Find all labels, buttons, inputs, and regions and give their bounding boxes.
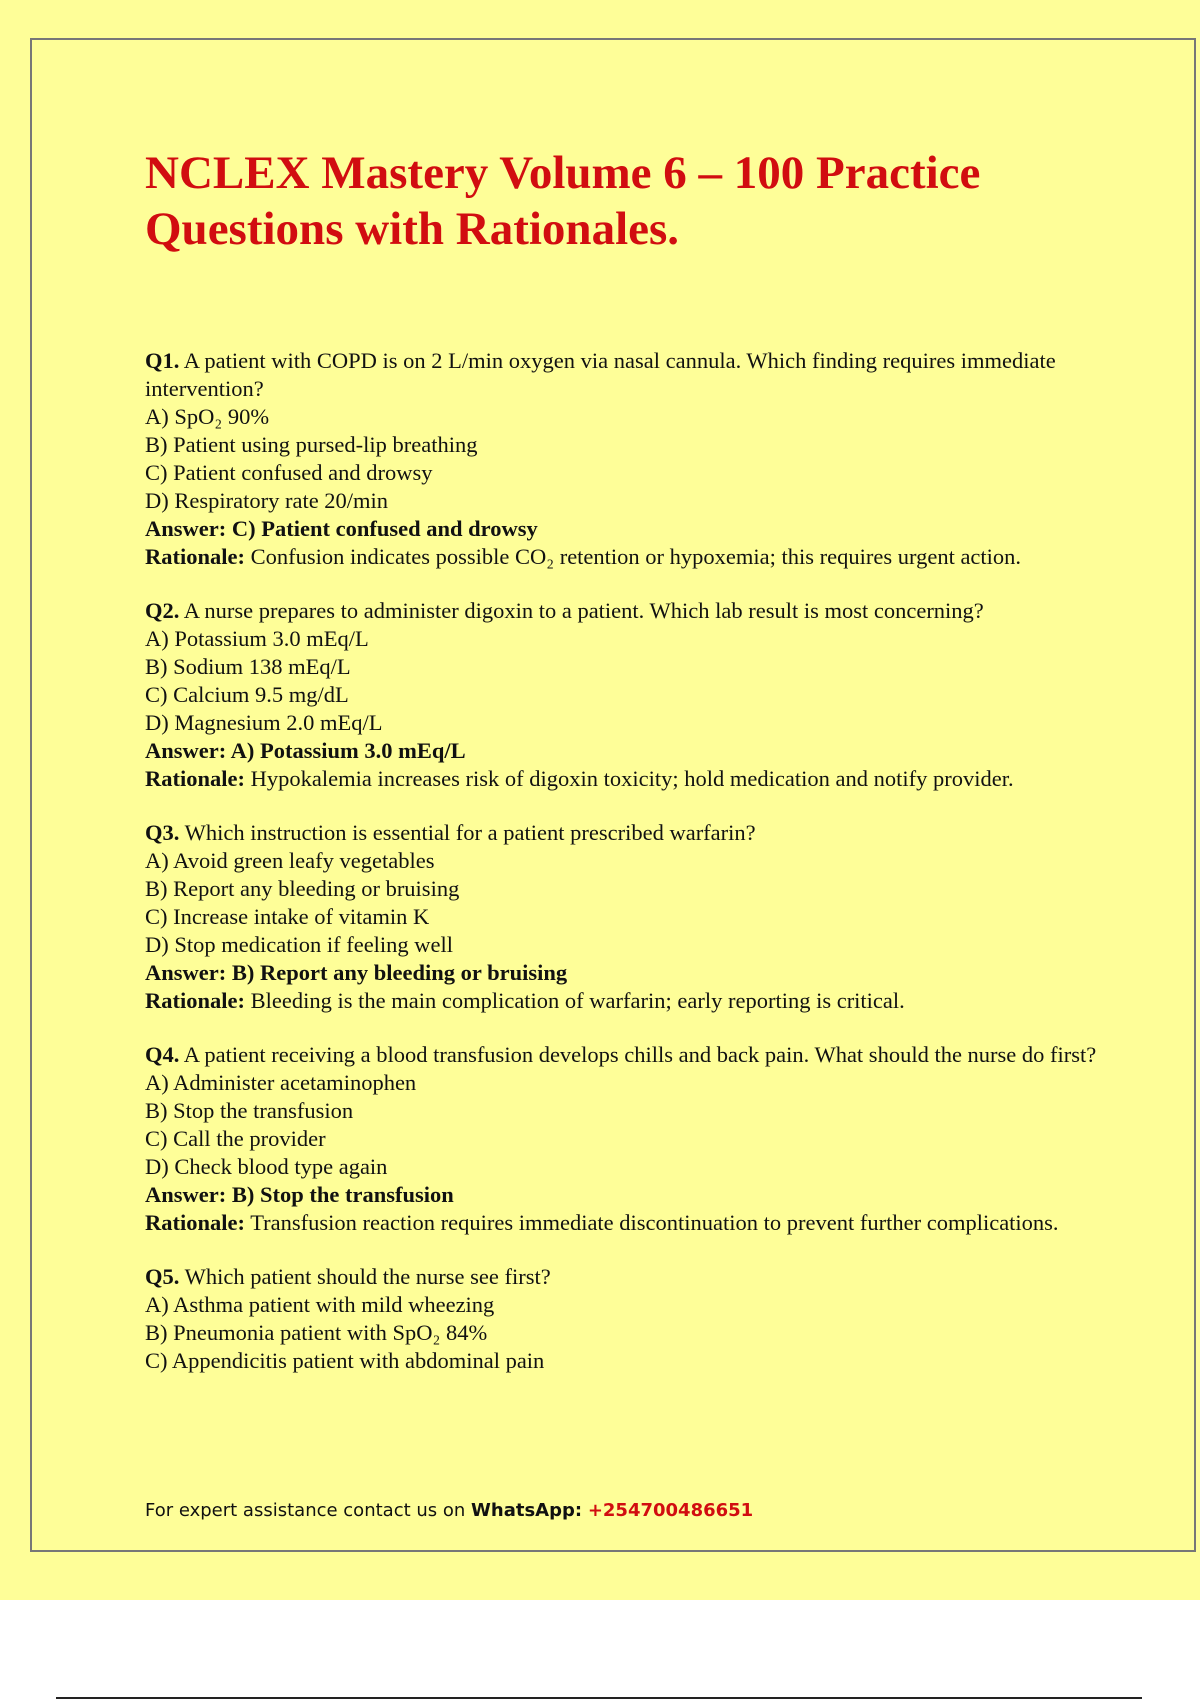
rationale-label: Rationale:	[145, 544, 245, 569]
option: B) Patient using pursed-lip breathing	[145, 432, 478, 457]
whatsapp-label: WhatsApp:	[471, 1500, 583, 1521]
document-content	[145, 145, 1145, 1401]
rationale	[145, 765, 1145, 793]
question-text: A patient receiving a blood transfusion develops chills and back pain. What should the nurse do first?	[183, 1042, 1097, 1067]
question-number: Q3.	[145, 820, 180, 845]
rationale-label: Rationale:	[145, 1210, 245, 1235]
question-text: A patient with COPD is on 2 L/min oxygen via nasal cannula. Which finding requires immediate intervention?	[145, 348, 1056, 401]
option: C) Increase intake of vitamin K	[145, 904, 430, 929]
question-stem	[145, 347, 1145, 403]
rationale-label: Rationale:	[145, 988, 245, 1013]
question-text: Which patient should the nurse see first?	[184, 1264, 551, 1289]
rationale	[145, 987, 1145, 1015]
answer	[145, 1181, 1145, 1209]
answer-text: A) Potassium 3.0 mEq/L	[230, 738, 466, 763]
rationale-text: Confusion indicates possible CO₂ retention or hypoxemia; this requires urgent action.	[250, 544, 1022, 569]
question-1	[145, 347, 1145, 571]
question-2	[145, 597, 1145, 793]
answer	[145, 515, 1145, 543]
option: B) Stop the transfusion	[145, 1098, 354, 1123]
answer	[145, 959, 1145, 987]
option: D) Check blood type again	[145, 1154, 388, 1179]
rationale-label: Rationale:	[145, 766, 245, 791]
option: A) Administer acetaminophen	[145, 1070, 417, 1095]
question-stem	[145, 819, 1145, 847]
question-4	[145, 1041, 1145, 1237]
whatsapp-phone-link[interactable]: +254700486651	[587, 1500, 754, 1521]
answer-label: Answer:	[145, 738, 227, 763]
answer-text: B) Stop the transfusion	[231, 1182, 454, 1207]
option: D) Stop medication if feeling well	[145, 932, 454, 957]
question-stem	[145, 1263, 1145, 1291]
rationale-text: Bleeding is the main complication of warfarin; early reporting is critical.	[250, 988, 905, 1013]
answer-label: Answer:	[145, 516, 227, 541]
option: D) Magnesium 2.0 mEq/L	[145, 710, 383, 735]
rationale	[145, 543, 1145, 571]
answer-label: Answer:	[145, 960, 227, 985]
question-number: Q5.	[145, 1264, 180, 1289]
option: C) Calcium 9.5 mg/dL	[145, 682, 349, 707]
option: A) Avoid green leafy vegetables	[145, 848, 435, 873]
question-3	[145, 819, 1145, 1015]
option: C) Appendicitis patient with abdominal pain	[145, 1348, 545, 1373]
option: C) Patient confused and drowsy	[145, 460, 433, 485]
rationale-text: Transfusion reaction requires immediate discontinuation to prevent further complications.	[250, 1210, 1059, 1235]
option: A) Potassium 3.0 mEq/L	[145, 626, 369, 651]
question-number: Q2.	[145, 598, 180, 623]
option: B) Report any bleeding or bruising	[145, 876, 460, 901]
option: A) Asthma patient with mild wheezing	[145, 1292, 495, 1317]
answer-text: B) Report any bleeding or bruising	[231, 960, 568, 985]
question-text: A nurse prepares to administer digoxin to a patient. Which lab result is most concerning?	[183, 598, 984, 623]
option: D) Respiratory rate 20/min	[145, 488, 389, 513]
question-stem	[145, 1041, 1145, 1069]
question-list	[145, 347, 1145, 1375]
answer-label: Answer:	[145, 1182, 227, 1207]
contact-footer	[145, 1500, 753, 1521]
document-title: NCLEX Mastery Volume 6 – 100 Practice Questions with Rationales.	[145, 147, 981, 255]
question-stem	[145, 597, 1145, 625]
question-5	[145, 1263, 1145, 1375]
option: C) Call the provider	[145, 1126, 326, 1151]
footer-text: For expert assistance contact us on	[145, 1500, 466, 1521]
question-text: Which instruction is essential for a patient prescribed warfarin?	[184, 820, 756, 845]
question-number: Q1.	[145, 348, 180, 373]
answer-text: C) Patient confused and drowsy	[231, 516, 538, 541]
rationale	[145, 1209, 1145, 1237]
option: B) Pneumonia patient with SpO₂ 84%	[145, 1320, 488, 1345]
option: A) SpO₂ 90%	[145, 404, 270, 429]
option: B) Sodium 138 mEq/L	[145, 654, 351, 679]
bottom-divider	[56, 1697, 1142, 1699]
answer	[145, 737, 1145, 765]
rationale-text: Hypokalemia increases risk of digoxin toxicity; hold medication and notify provider.	[250, 766, 1014, 791]
question-number: Q4.	[145, 1042, 180, 1067]
